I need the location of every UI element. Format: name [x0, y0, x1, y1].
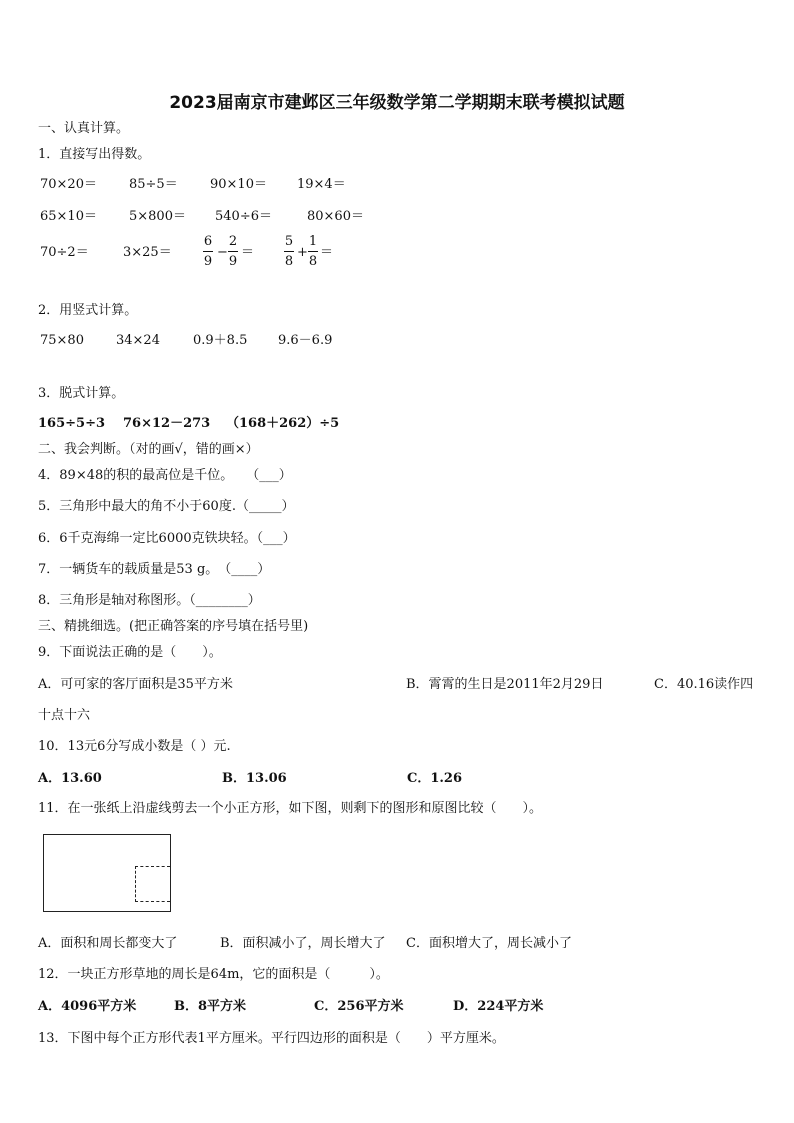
q3-label: 3．脱式计算。 — [38, 386, 125, 401]
q1-item: 80×60＝ — [307, 209, 364, 224]
q10-option-b: B．13.06 — [222, 771, 287, 786]
q1-item: 70×20＝ — [40, 177, 97, 192]
denominator: 8 — [284, 254, 294, 269]
q2-item: 0.9＋8.5 — [193, 333, 248, 348]
q11-option-a: A．面积和周长都变大了 — [38, 936, 178, 951]
numerator: 1 — [308, 234, 318, 249]
fraction — [228, 234, 238, 269]
q10-option-a: A．13.60 — [38, 771, 102, 786]
q3-item: （168＋262）÷5 — [226, 416, 340, 431]
operator: − — [217, 245, 228, 260]
denominator: 9 — [228, 254, 238, 269]
equals-sign: ＝ — [241, 245, 255, 260]
operator: + — [297, 245, 308, 260]
q9-option-c: C．40.16读作四 — [654, 677, 754, 692]
q1-item: 65×10＝ — [40, 209, 97, 224]
section-1-heading: 一、认真计算。 — [38, 121, 130, 136]
fraction — [308, 234, 318, 269]
q1-item: 19×4＝ — [297, 177, 346, 192]
fraction — [203, 234, 213, 269]
q1-label: 1．直接写出得数。 — [38, 147, 151, 162]
q1-item: 85÷5＝ — [129, 177, 178, 192]
q9-option-b: B．霄霄的生日是2011年2月29日 — [406, 677, 604, 692]
numerator: 2 — [228, 234, 238, 249]
section-3-heading: 三、精挑细选。(把正确答案的序号填在括号里) — [38, 619, 309, 634]
q10-option-c: C．1.26 — [407, 771, 463, 786]
q1-item: 3×25＝ — [123, 245, 172, 260]
dashed-cut-square — [135, 866, 170, 902]
q2-item: 34×24 — [116, 333, 160, 348]
q11-option-c: C．面积增大了，周长减小了 — [406, 936, 572, 951]
page-title: 2023届南京市建邺区三年级数学第二学期期末联考模拟试题 — [169, 93, 625, 113]
q1-item: 70÷2＝ — [40, 245, 89, 260]
denominator: 8 — [308, 254, 318, 269]
question-5: 5．三角形中最大的角不小于60度.（_____） — [38, 499, 295, 514]
q3-item: 76×12－273 — [123, 416, 211, 431]
equals-sign: ＝ — [320, 245, 334, 260]
q12-label: 12．一块正方形草地的周长是64m，它的面积是（ ）。 — [38, 967, 389, 982]
q9-option-a: A．可可家的客厅面积是35平方米 — [38, 677, 233, 692]
q1-item: 90×10＝ — [210, 177, 267, 192]
q11-label: 11．在一张纸上沿虚线剪去一个小正方形，如下图，则剩下的图形和原图比较（ ）。 — [38, 801, 543, 816]
q9-option-c-continued: 十点十六 — [38, 708, 91, 723]
denominator: 9 — [203, 254, 213, 269]
q11-option-b: B．面积减小了，周长增大了 — [220, 936, 386, 951]
q10-label: 10．13元6分写成小数是（ ）元. — [38, 739, 231, 754]
numerator: 5 — [284, 234, 294, 249]
q12-option-c: C．256平方米 — [314, 999, 404, 1014]
q12-option-a: A．4096平方米 — [38, 999, 137, 1014]
question-4: 4．89×48的积的最高位是千位。 （___） — [38, 468, 292, 483]
q2-item: 9.6－6.9 — [278, 333, 333, 348]
question-13: 13．下图中每个正方形代表1平方厘米。平行四边形的面积是（ ）平方厘米。 — [38, 1031, 505, 1046]
question-8: 8．三角形是轴对称图形。（________） — [38, 593, 261, 608]
q12-option-b: B．8平方米 — [174, 999, 247, 1014]
q2-item: 75×80 — [40, 333, 84, 348]
q12-option-d: D．224平方米 — [453, 999, 544, 1014]
fraction — [284, 234, 294, 269]
rectangle-figure — [43, 834, 171, 912]
question-6: 6．6千克海绵一定比6000克铁块轻。（___） — [38, 531, 296, 546]
q2-label: 2．用竖式计算。 — [38, 303, 138, 318]
q3-item: 165÷5÷3 — [38, 416, 106, 431]
q1-item: 540÷6＝ — [215, 209, 272, 224]
q9-label: 9．下面说法正确的是（ ）。 — [38, 645, 222, 660]
section-2-heading: 二、我会判断。（对的画√，错的画×） — [38, 442, 259, 457]
numerator: 6 — [203, 234, 213, 249]
q1-item: 5×800＝ — [129, 209, 186, 224]
question-7: 7．一辆货车的载质量是53 g。 （____） — [38, 562, 271, 577]
